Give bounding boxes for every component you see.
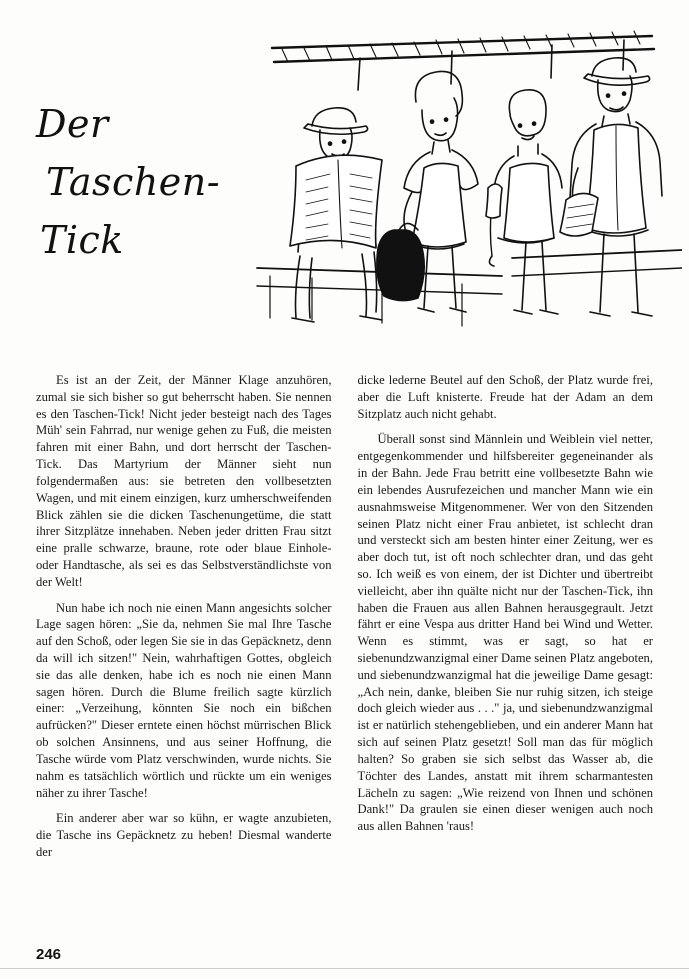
title-line-3: Tick [40, 217, 124, 262]
page-number: 246 [36, 946, 62, 963]
paragraph: Überall sonst sind Männlein und Weiblein viel netter, entgegenkommender und hilfsbereiter gegeneinander als in der Bahn. Jede Frau betritt eine vollbesetzte Bahn wie ein lebendes Ausrufezeichen und mancher Mann wie ein ausnahmsweise Mitgenommener. Wer von den Sitzenden seinen Platz nicht einer Frau anbietet, ist schlecht dran und versteckt sich am besten hinter einer Zeitung, wer es aber doch tut, ist oft noch schlechter dran, und das geht so. Ich weiß es von einem, der ist Dichter und übertreibt vielleicht, aber ihn quälte nicht nur der Taschen-Tick, ihn haben die Frauen aus allen Bahnen herausgegrault. Jetzt fährt er eine Vespa aus dritter Hand bei Wind und Wetter. Wenn es stimmt, was er sagt, so hat er siebenundzwanzigmal einer Dame seinen Platz angeboten, und siebenundzwanzigmal hat die jeweilige Dame gesagt: „Ach nein, danke, bleiben Sie nur ruhig sitzen, ich steige doch gleich wieder aus . . ." ja, und siebenundzwanzigmal ist er natürlich stehengeblieben, und ein anderer Mann hat sich auf seinen Platz gesetzt! Soll man das für möglich halten? So graben sie sich selbst das Wasser ab, die Töchter des Landes, anstatt mit ihrem scharmantesten Lächeln zu sagen: „Wie reizend von Ihnen und schönen Dank!" Da graulen sie einen dieser wenigen auch noch aus allen Bahnen 'raus! [357, 432, 653, 834]
bench-icon [257, 250, 682, 326]
page-title [36, 96, 266, 269]
paragraph: Es ist an der Zeit, der Männer Klage anzuhören, zumal sie sich bisher so gut beherrscht haben. Sie nennen es den Taschen-Tick! Nicht jeder besteigt nach des Tages Müh' sein Fahrrad, nur wenige gehen zu Fuß, die meisten fahren mit einer Bahn, und dort herrscht der Taschen-Tick. Das Martyrium der Männer sieht nun folgendermaßen aus: sie betreten den vollbesetzten Wagen, und mit einem einzigen, kurz umherschweifenden Blick zählen sie die dicken Taschenungetüme, die statt ihrer Sitzplätze innehaben. Neben jeder dritten Frau sitzt eine pralle schwarze, braune, rote oder blaue Einhole- oder Handtasche, als sei es das Selbstverständlichste von der Welt! [36, 373, 332, 589]
woman-with-handbag-figure [377, 71, 478, 312]
text-column-right [358, 372, 654, 870]
title-line-1: Der [36, 102, 109, 146]
ink-drawing-subway-passengers-with-bags [252, 18, 682, 348]
hand-straps-icon [358, 40, 624, 90]
paragraph: dicke lederne Beutel auf den Schoß, der Platz wurde frei, aber die Luft knisterte. Freude hat der Adam an dem Sitzplatz auch nicht gehabt. [357, 373, 653, 421]
title-line-2: Taschen- [46, 159, 221, 204]
article-body [36, 372, 653, 870]
text-column-left [36, 372, 332, 870]
paragraph: Ein anderer aber war so kühn, er wagte anzubieten, die Tasche ins Gepäcknetz zu heben! Diesmal wanderte der [36, 811, 332, 859]
bottom-divider [0, 968, 689, 969]
boy-with-umbrella-figure [486, 90, 562, 314]
paragraph: Nun habe ich noch nie einen Mann angesichts solcher Lage sagen hören: „Sie da, nehmen Sie mal Ihre Tasche auf den Schoß, oder legen Sie sie in das Gepäcknetz, denn da will ich sitzen!" Nein, wahrhaftigen Gottes, obgleich sie das alle denken, habe ich es noch nie einen Mann sagen hören. Durch die Blume freilich sagte kürzlich einer: „Verzeihung, könnten Sie noch ein bißchen aufrücken?" Dieser erntete einen höchst mürrischen Blick ob solchen Ansinnens, und aus seiner Hoffnung, die Tasche würde vom Platz verschwinden, wurde nichts. Sie nahm es tatsächlich wörtlich und rückte um ein weniges näher zu ihrer Tasche! [36, 600, 332, 800]
luggage-rack-icon [272, 31, 654, 62]
man-with-briefcase-figure [560, 58, 662, 316]
